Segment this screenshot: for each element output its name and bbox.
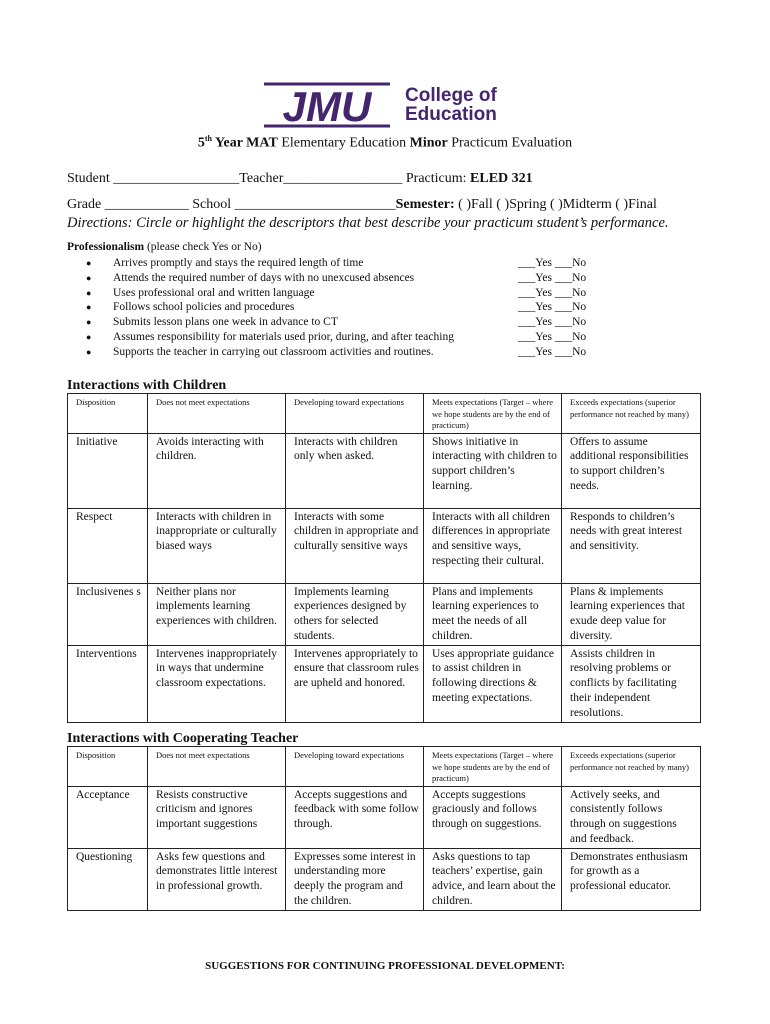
header-cell: Exceeds expectations (superior performance not reached by many) [562, 747, 701, 787]
yes-no-check[interactable]: ___Yes ___No [518, 257, 587, 269]
list-item: ● Uses professional oral and written language ___Yes ___No [86, 286, 587, 299]
children-rubric-table [67, 393, 701, 723]
professionalism-heading: Professionalism (please check Yes or No) [67, 241, 262, 253]
header-cell: Meets expectations (Target – where we hope students are by the end of practicum) [424, 747, 562, 787]
disposition-cell: Acceptance [68, 786, 148, 848]
table-row [68, 848, 701, 910]
rubric-cell[interactable]: Expresses some interest in understanding more deeply the program and the children. [286, 848, 424, 910]
practicum-code: ELED 321 [470, 171, 533, 186]
list-item: ● Arrives promptly and stays the required length of time ___Yes ___No [86, 257, 587, 269]
header-cell: Does not meet expectations [148, 394, 286, 434]
yes-no-check[interactable]: ___Yes ___No [518, 316, 587, 329]
rubric-cell[interactable]: Offers to assume additional responsibilities to support children’s needs. [562, 433, 701, 508]
disposition-cell: Inclusivenes s [68, 583, 148, 645]
rubric-cell[interactable]: Interacts with children in inappropriate or culturally biased ways [148, 508, 286, 583]
college-logo [262, 82, 512, 132]
header-cell: Disposition [68, 394, 148, 434]
rubric-cell[interactable]: Neither plans nor implements learning experiences with children. [148, 583, 286, 645]
svg-text:JMU: JMU [282, 83, 372, 128]
professionalism-list [86, 256, 646, 360]
rubric-cell[interactable]: Demonstrates enthusiasm for growth as a professional educator. [562, 848, 701, 910]
rubric-cell[interactable]: Asks questions to tap teachers’ expertise, gain advice, and learn about the children. [424, 848, 562, 910]
yes-no-check[interactable]: ___Yes ___No [518, 301, 587, 314]
header-cell: Disposition [68, 747, 148, 787]
header-cell: Exceeds expectations (superior performance not reached by many) [562, 394, 701, 434]
suggestions-heading: SUGGESTIONS FOR CONTINUING PROFESSIONAL DEVELOPMENT: [205, 960, 565, 972]
table-header-row [68, 747, 701, 787]
table-row [68, 786, 701, 848]
disposition-cell: Questioning [68, 848, 148, 910]
yes-no-check[interactable]: ___Yes ___No [518, 286, 587, 299]
rubric-cell[interactable]: Assists children in resolving problems or conflicts by facilitating their independent resolutions. [562, 645, 701, 722]
list-item: ● Supports the teacher in carrying out classroom activities and routines. ___Yes ___No [86, 345, 587, 358]
list-item: ● Submits lesson plans one week in advance to CT ___Yes ___No [86, 316, 587, 329]
rubric-cell[interactable]: Interacts with all children differences in appropriate and sensitive ways, respecting their cultural. [424, 508, 562, 583]
table-header-row [68, 394, 701, 434]
page-title: 5th Year MAT Elementary Education Minor Practicum Evaluation [197, 134, 573, 151]
header-cell: Meets expectations (Target – where we hope students are by the end of practicum) [424, 394, 562, 434]
header-cell: Does not meet expectations [148, 747, 286, 787]
rubric-cell[interactable]: Shows initiative in interacting with children to support children’s learning. [424, 433, 562, 508]
header-cell: Developing toward expectations [286, 394, 424, 434]
rubric-cell[interactable]: Plans and implements learning experiences to meet the needs of all children. [424, 583, 562, 645]
disposition-cell: Respect [68, 508, 148, 583]
rubric-cell[interactable]: Avoids interacting with children. [148, 433, 286, 508]
disposition-cell: Initiative [68, 433, 148, 508]
table-row [68, 508, 701, 583]
yes-no-check[interactable]: ___Yes ___No [518, 271, 587, 284]
jmu-logo-mark [262, 82, 392, 128]
rubric-cell[interactable]: Accepts suggestions and feedback with some follow through. [286, 786, 424, 848]
table-row [68, 645, 701, 722]
rubric-cell[interactable]: Interacts with some children in appropriate and culturally sensitive ways [286, 508, 424, 583]
yes-no-check[interactable]: ___Yes ___No [518, 345, 587, 358]
logo-text: College of Education [405, 85, 497, 125]
rubric-cell[interactable]: Responds to children’s needs with great interest and sensitivity. [562, 508, 701, 583]
list-item: ● Follows school policies and procedures ___Yes ___No [86, 301, 587, 314]
rubric-cell[interactable]: Accepts suggestions graciously and follows through on suggestions. [424, 786, 562, 848]
rubric-cell[interactable]: Intervenes inappropriately in ways that undermine classroom expectations. [148, 645, 286, 722]
disposition-cell: Interventions [68, 645, 148, 722]
teacher-section-title: Interactions with Cooperating Teacher [67, 731, 299, 746]
rubric-cell[interactable]: Resists constructive criticism and ignores important suggestions [148, 786, 286, 848]
directions: Directions: Circle or highlight the descriptors that best describe your practicum student’s performance. [67, 215, 669, 231]
teacher-rubric-table [67, 746, 701, 911]
rubric-cell[interactable]: Uses appropriate guidance to assist children in following directions & meeting expectations. [424, 645, 562, 722]
rubric-cell[interactable]: Implements learning experiences designed by others for selected students. [286, 583, 424, 645]
header-cell: Developing toward expectations [286, 747, 424, 787]
student-info-line: Student __________________Teacher_________________ Practicum: ELED 321 [67, 171, 533, 186]
list-item: ● Assumes responsibility for materials used prior, during, and after teaching ___Yes ___No [86, 330, 587, 343]
rubric-cell[interactable]: Asks few questions and demonstrates little interest in professional growth. [148, 848, 286, 910]
grade-semester-line: Grade ____________ School _______________________Semester: ( )Fall ( )Spring ( )Midterm ( )Final [67, 197, 657, 212]
rubric-cell[interactable]: Intervenes appropriately to ensure that classroom rules are upheld and honored. [286, 645, 424, 722]
list-item: ● Attends the required number of days with no unexcused absences ___Yes ___No [86, 271, 587, 284]
table-row [68, 583, 701, 645]
yes-no-check[interactable]: ___Yes ___No [518, 330, 587, 343]
rubric-cell[interactable]: Plans & implements learning experiences that exude deep value for diversity. [562, 583, 701, 645]
children-section-title: Interactions with Children [67, 378, 227, 393]
rubric-cell[interactable]: Interacts with children only when asked. [286, 433, 424, 508]
rubric-cell[interactable]: Actively seeks, and consistently follows through on suggestions and feedback. [562, 786, 701, 848]
table-row [68, 433, 701, 508]
